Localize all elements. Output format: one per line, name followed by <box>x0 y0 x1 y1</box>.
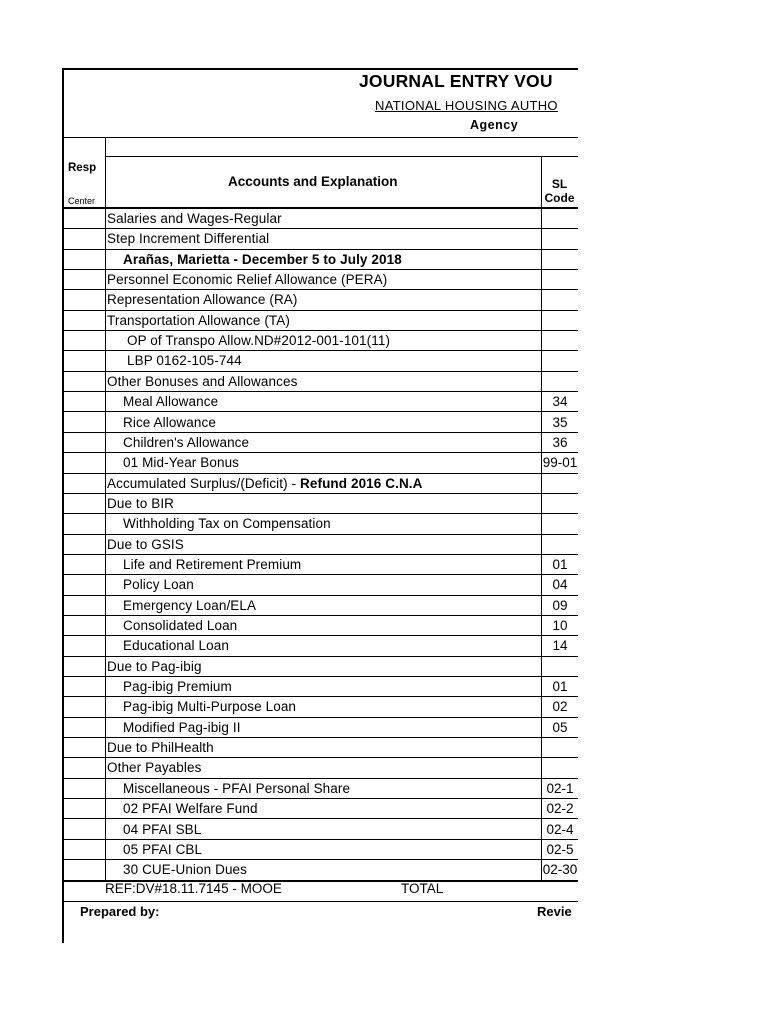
account-text <box>123 781 350 796</box>
account-text <box>107 292 298 307</box>
table-row <box>105 616 578 637</box>
table-row <box>105 351 578 372</box>
account-label: Children's Allowance <box>123 434 250 450</box>
account-text <box>127 333 390 348</box>
account-label: Pag-ibig Premium <box>123 679 232 695</box>
account-text <box>123 252 402 267</box>
journal-entry-voucher <box>62 68 578 943</box>
account-label: Meal Allowance <box>123 394 219 410</box>
account-text <box>107 537 184 552</box>
table-row <box>105 596 578 617</box>
account-text <box>123 842 202 857</box>
sl-code: 02-1 <box>546 780 574 796</box>
account-label: Other Payables <box>107 760 202 776</box>
sl-code: 02-5 <box>546 841 574 857</box>
prepared-by-label: Prepared by: <box>80 904 160 919</box>
table-row <box>105 820 578 841</box>
top-border <box>62 68 578 70</box>
table-row <box>105 209 578 230</box>
account-label: Pag-ibig Multi-Purpose Loan <box>123 699 297 715</box>
account-label: Other Bonuses and Allowances <box>107 373 298 389</box>
accounts-header: Accounts and Explanation <box>228 174 398 189</box>
account-label: Salaries and Wages-Regular <box>107 211 282 226</box>
table-row <box>105 718 578 739</box>
table-row <box>105 474 578 495</box>
account-label: LBP 0162-105-744 <box>127 353 242 369</box>
total-label: TOTAL <box>401 881 444 896</box>
account-label: Consolidated Loan <box>123 618 238 633</box>
account-text <box>107 272 387 287</box>
total-row-bottom <box>62 901 578 902</box>
table-row <box>105 331 578 352</box>
account-text <box>123 435 249 450</box>
table-row <box>105 494 578 515</box>
account-text <box>123 679 232 694</box>
account-text <box>123 822 201 837</box>
sl-code: 02-2 <box>546 801 574 817</box>
account-text <box>123 394 218 409</box>
table-row <box>105 677 578 698</box>
account-text <box>107 659 202 674</box>
sl-code: 02-30 <box>542 862 578 878</box>
account-label: 05 PFAI CBL <box>123 841 203 857</box>
account-text <box>123 415 216 430</box>
account-text <box>123 720 241 735</box>
account-label: Life and Retirement Premium <box>123 556 302 572</box>
account-label: Personnel Economic Relief Allowance (PERA) <box>107 272 388 288</box>
sl-code: 10 <box>552 618 568 633</box>
sl-code: 05 <box>552 719 568 735</box>
account-text <box>107 740 214 755</box>
table-row <box>105 860 578 881</box>
subheader-divider <box>105 156 578 157</box>
account-text <box>123 801 258 816</box>
table-row <box>105 555 578 576</box>
reference-note: REF:DV#18.11.7145 - MOOE <box>105 881 282 896</box>
table-row <box>105 250 578 271</box>
account-text <box>107 496 174 511</box>
table-row <box>105 657 578 678</box>
account-label: 02 PFAI Welfare Fund <box>123 801 258 817</box>
table-row <box>105 799 578 820</box>
account-text <box>107 313 290 328</box>
sl-code: 01 <box>552 556 568 572</box>
account-label: Accumulated Surplus/(Deficit) - <box>107 475 301 491</box>
table-row <box>105 514 578 535</box>
account-label: OP of Transpo Allow.ND#2012-001-101(11) <box>127 333 391 349</box>
account-label: Policy Loan <box>123 577 194 593</box>
account-text <box>107 211 282 226</box>
sl-code: 02 <box>552 699 568 715</box>
account-text <box>107 760 201 775</box>
account-label: Miscellaneous - PFAI Personal Share <box>123 780 351 796</box>
account-label: 30 CUE-Union Dues <box>123 862 248 878</box>
sl-code: 99-01 <box>542 455 578 471</box>
account-label-emphasis: Refund 2016 C.N.A <box>300 475 423 491</box>
resp-header: Resp <box>68 162 97 174</box>
account-label: Emergency Loan/ELA <box>123 597 257 613</box>
account-text <box>107 231 269 246</box>
account-text <box>123 516 331 531</box>
table-row <box>105 779 578 800</box>
header-divider <box>62 137 578 138</box>
account-label: Educational Loan <box>123 638 229 654</box>
account-label: Representation Allowance (RA) <box>107 292 298 308</box>
account-label: Rice Allowance <box>123 414 216 430</box>
document-title: JOURNAL ENTRY VOU <box>359 71 553 91</box>
table-row <box>105 392 578 413</box>
account-text <box>123 638 229 653</box>
table-row <box>105 738 578 759</box>
table-row <box>105 636 578 657</box>
account-text <box>123 618 237 633</box>
agency-label: Agency <box>470 118 519 132</box>
account-text <box>127 353 242 368</box>
reviewed-by-label: Revie <box>537 904 572 919</box>
table-row <box>105 535 578 556</box>
table-row <box>105 453 578 474</box>
account-label: Arañas, Marietta - December 5 to July 2018 <box>123 251 402 267</box>
account-label: Due to GSIS <box>107 536 184 552</box>
agency-name: NATIONAL HOUSING AUTHO <box>375 98 558 113</box>
account-label: Withholding Tax on Compensation <box>123 516 331 532</box>
sl-code: 36 <box>552 434 568 450</box>
sl-code: 14 <box>552 638 568 654</box>
account-label: Due to PhilHealth <box>107 740 214 756</box>
account-label: Step Increment Differential <box>107 231 270 247</box>
account-text <box>123 455 239 470</box>
account-label: Due to Pag-ibig <box>107 658 202 674</box>
table-row <box>105 840 578 861</box>
table-row <box>105 433 578 454</box>
sl-code: 35 <box>552 414 568 430</box>
table-row <box>105 270 578 291</box>
sl-code: 02-4 <box>546 821 574 837</box>
account-text <box>123 598 256 613</box>
table-row <box>105 290 578 311</box>
account-label: 01 Mid-Year Bonus <box>123 455 240 471</box>
account-label: Modified Pag-ibig II <box>123 719 241 735</box>
sl-code: 09 <box>552 597 568 613</box>
table-row <box>105 575 578 596</box>
left-border <box>62 68 64 943</box>
table-row <box>105 697 578 718</box>
account-label: Transportation Allowance (TA) <box>107 312 290 328</box>
account-text <box>107 476 423 491</box>
center-header: Center <box>68 196 96 206</box>
account-label: Due to BIR <box>107 495 175 511</box>
account-text <box>123 699 296 714</box>
sl-code: 01 <box>552 679 568 695</box>
table-row <box>105 229 578 250</box>
sl-code: 34 <box>552 394 568 410</box>
table-row <box>105 413 578 434</box>
account-text <box>123 577 194 592</box>
account-label: 04 PFAI SBL <box>123 821 202 837</box>
table-row <box>105 758 578 779</box>
sl-code-header: SL Code <box>544 177 575 205</box>
table-row <box>105 311 578 332</box>
account-text <box>107 374 297 389</box>
table-row <box>105 372 578 393</box>
sl-code: 04 <box>552 577 568 593</box>
account-text <box>123 862 247 877</box>
account-text <box>123 557 301 572</box>
